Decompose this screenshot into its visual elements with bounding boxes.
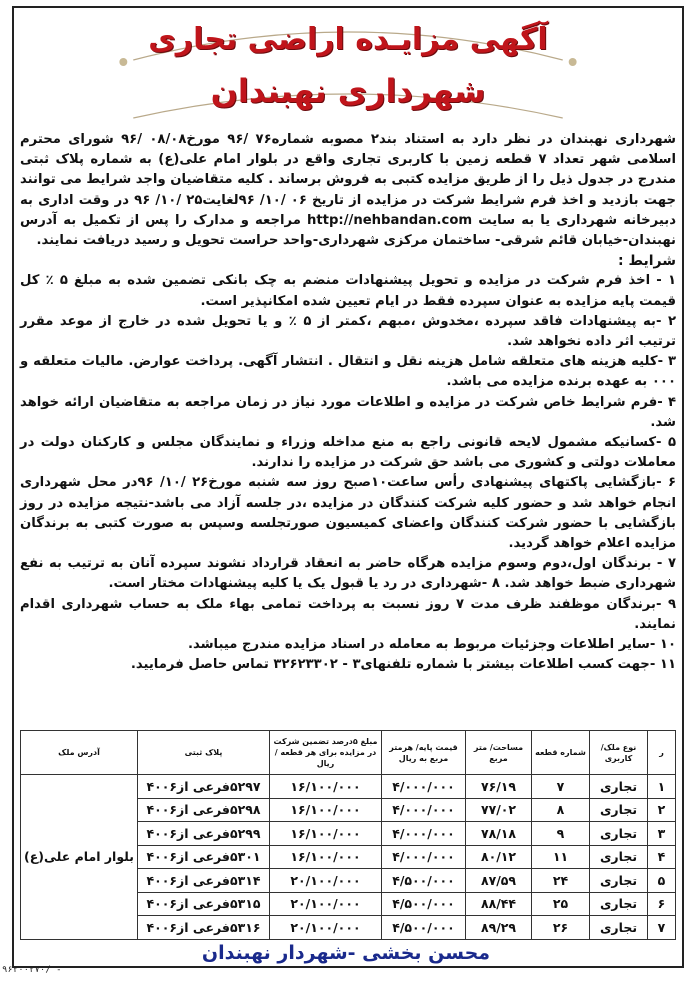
intro-paragraph: شهرداری نهبندان در نظر دارد به استناد بند۲ مصوبه شماره۷۶ /۹۶ مورخ۰۸/۰۸ /۹۶ شورای محترم اسلامی شهر تعداد ۷ قطعه زمین با کاربری تجاری واقع در بلوار امام علی(ع) به شماره پلاک ثبتی مندرج در جدول ذیل را از طریق مزایده کتبی به فروش برساند . کلیه متقاضیان واجد شرایط می توانند جهت بازدید و اخذ فرم شرایط شرکت در مزایده از تاریخ ۰۶ /۱۰/ ۹۶لغایت۲۵ /۱۰/ ۹۶ در وقت اداری به دبیرخانه شهرداری یا به سایت http://nehbandan.com مراجعه و مدارک را پس از تکمیل به آدرس نهبندان-خیابان قائم شرقی- ساختمان مرکزی شهرداری-واحد حراست تحویل و رسید دریافت نمایند. [20,132,676,249]
cell-row-number: ۲ [648,798,676,822]
cell-area: ۸۸/۴۴ [466,892,532,916]
table-header-row [21,731,676,775]
notice-title: آگهی مزایـده اراضی تجاری [148,22,548,57]
col-header-type: نوع ملک/ کاربری [590,731,648,775]
cell-row-number: ۳ [648,822,676,846]
cell-type: تجاری [590,775,648,799]
table-row [21,775,676,799]
cell-type: تجاری [590,869,648,893]
condition-item: ۲ -به پیشنهادات فاقد سپرده ،مخدوش ،مبهم ،کمتر از ۵ ٪ و یا تحویل شده در خارج از موعد مقرر ترتیب اثر داده نخواهد شد. [20,313,676,350]
cell-base-price: ۴/۰۰۰/۰۰۰ [382,775,466,799]
condition-item: ۷ - برندگان اول،دوم وسوم مزایده هرگاه حاضر به انعقاد قرارداد نشوند سپرده آنان به ترتیب به نفع شهرداری ضبط خواهد شد. ۸ -شهرداری در رد یا قبول یک یا کلیه پیشنهادات مختار است. [20,556,676,592]
lots-table-wrapper [20,730,676,940]
cell-deposit: ۲۰/۱۰۰/۰۰۰ [270,869,382,893]
cell-type: تجاری [590,892,648,916]
cell-base-price: ۴/۰۰۰/۰۰۰ [382,798,466,822]
cell-area: ۷۷/۰۲ [466,798,532,822]
cell-area: ۸۷/۵۹ [466,869,532,893]
cell-lot-number: ۹ [532,822,590,846]
cell-registry-plate: ۵۳۱۵فرعی از۴۰۰۶ [138,892,270,916]
cell-row-number: ۴ [648,845,676,869]
cell-lot-number: ۸ [532,798,590,822]
municipality-name: شهرداری نهبندان [210,72,486,110]
cell-deposit: ۲۰/۱۰۰/۰۰۰ [270,892,382,916]
notice-frame [12,6,684,968]
cell-area: ۸۹/۲۹ [466,916,532,940]
cell-base-price: ۴/۰۰۰/۰۰۰ [382,822,466,846]
cell-lot-number: ۲۶ [532,916,590,940]
notice-header [14,8,682,124]
col-header-address: آدرس ملک [21,731,138,775]
cell-registry-plate: ۵۳۱۴فرعی از۴۰۰۶ [138,869,270,893]
condition-item: ۴ -فرم شرایط خاص شرکت در مزایده و اطلاعات مورد نیاز در زمان مراجعه به متقاضیان ارائه خواهد شد. [20,394,676,430]
condition-item: ۱۱ -جهت کسب اطلاعات بیشتر با شماره تلفنهای۳ - ۳۲۶۲۳۳۰۲ تماس حاصل فرمایید. [130,657,676,673]
col-header-area: مساحت/ متر مربع [466,731,532,775]
cell-lot-number: ۷ [532,775,590,799]
cell-lot-number: ۲۵ [532,892,590,916]
cell-base-price: ۴/۵۰۰/۰۰۰ [382,892,466,916]
cell-area: ۷۸/۱۸ [466,822,532,846]
cell-type: تجاری [590,845,648,869]
publication-code: ۹۶۲۰۰۲۷۰/ - [2,965,62,975]
cell-registry-plate: ۵۲۹۹فرعی از۴۰۰۶ [138,822,270,846]
cell-registry-plate: ۵۳۰۱فرعی از۴۰۰۶ [138,845,270,869]
cell-registry-plate: ۵۳۱۶فرعی از۴۰۰۶ [138,916,270,940]
condition-item: ۱ - اخذ فرم شرکت در مزایده و تحویل پیشنهادات منضم به چک بانکی تضمین شده به مبلغ ۵ ٪ کل قیمت پایه مزایده به عنوان سپرده فقط در ایام تعیین شده امکانپذیر است. [20,273,676,309]
cell-row-number: ۱ [648,775,676,799]
cell-address: بلوار امام علی(ع) [21,775,138,940]
col-header-registry-plate: پلاک ثبتی [138,731,270,775]
conditions-title: شرایط : [618,253,676,270]
cell-row-number: ۵ [648,869,676,893]
condition-item: ۶ -بازگشایی پاکتهای پیشنهادی رأس ساعت۱۰صبح روز سه شنبه مورخ۲۶ /۱۰/ ۹۶در محل شهرداری انجام خواهد شد و حضور کلیه شرکت کنندگان در مزایده ،در جلسه آزاد می باشد-نتیجه مزایده در روز بازگشایی با حضور شرکت کنندگان واعضای کمیسیون صورتجلسه وسپس به صورت کتبی به برندگان مزایده اعلام خواهد گردید. [20,475,676,552]
cell-area: ۸۰/۱۲ [466,845,532,869]
cell-deposit: ۲۰/۱۰۰/۰۰۰ [270,916,382,940]
cell-row-number: ۷ [648,916,676,940]
col-header-base-price: قیمت پایه/ هرمتر مربع به ریال [382,731,466,775]
cell-row-number: ۶ [648,892,676,916]
cell-deposit: ۱۶/۱۰۰/۰۰۰ [270,822,382,846]
cell-deposit: ۱۶/۱۰۰/۰۰۰ [270,775,382,799]
cell-lot-number: ۲۴ [532,869,590,893]
mayor-signature: محسن بخشی -شهردار نهبندان [201,942,491,964]
condition-item: ۳ -کلیه هزینه های متعلقه شامل هزینه نقل و انتقال . انتشار آگهی. پرداخت عوارض. مالیات متعلقه و ۰۰۰ به عهده برنده مزایده می باشد. [20,354,676,390]
cell-type: تجاری [590,822,648,846]
condition-item: ۹ -برندگان موظفند ظرف مدت ۷ روز نسبت به پرداخت تمامی بهاء ملک به حساب شهرداری اقدام نمایند. [20,596,676,632]
cell-registry-plate: ۵۲۹۷فرعی از۴۰۰۶ [138,775,270,799]
col-header-deposit: مبلغ ۵درصد تضمین شرکت در مزایده برای هر قطعه / ریال [270,731,382,775]
col-header-row-number: ر [648,731,676,775]
condition-item: ۵ -کسانیکه مشمول لایحه قانونی راجع به منع مداخله وزراء و نمایندگان مجلس و کارکنان دولت در معاملات دولتی و کشوری می باشد حق شرکت در مزایده را ندارند. [20,435,676,471]
lots-table [20,730,676,940]
condition-item: ۱۰ -سایر اطلاعات وجزئیات مربوط به معامله در اسناد مزایده مندرج میباشد. [187,637,676,653]
cell-lot-number: ۱۱ [532,845,590,869]
cell-base-price: ۴/۵۰۰/۰۰۰ [382,916,466,940]
cell-base-price: ۴/۵۰۰/۰۰۰ [382,869,466,893]
cell-type: تجاری [590,916,648,940]
cell-area: ۷۶/۱۹ [466,775,532,799]
cell-type: تجاری [590,798,648,822]
notice-body [20,130,676,675]
cell-deposit: ۱۶/۱۰۰/۰۰۰ [270,798,382,822]
col-header-lot-number: شماره قطعه [532,731,590,775]
cell-deposit: ۱۶/۱۰۰/۰۰۰ [270,845,382,869]
cell-registry-plate: ۵۲۹۸فرعی از۴۰۰۶ [138,798,270,822]
cell-base-price: ۴/۰۰۰/۰۰۰ [382,845,466,869]
